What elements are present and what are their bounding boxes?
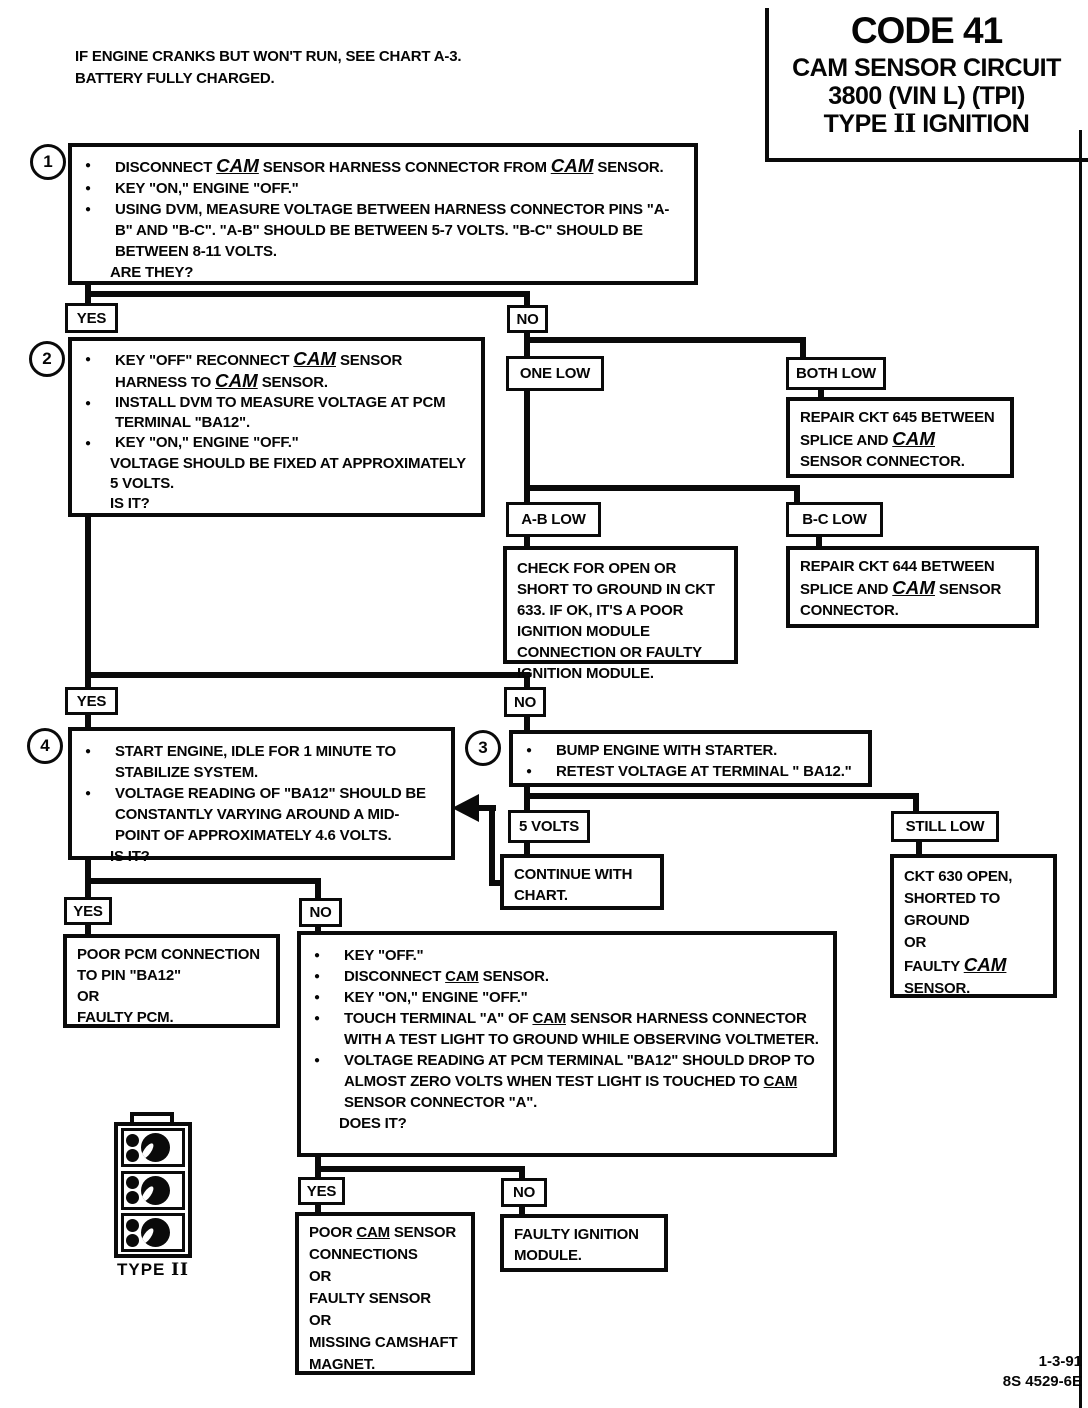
title-bottom-rule xyxy=(765,158,1088,162)
title-engine: 3800 (VIN L) (TPI) xyxy=(828,82,1025,110)
step-circle-1: 1 xyxy=(30,144,66,180)
title-circuit: CAM SENSOR CIRCUIT xyxy=(792,54,1061,82)
title-code: CODE 41 xyxy=(850,10,1003,51)
check-ckt633-box: CHECK FOR OPEN OR SHORT TO GROUND IN CKT 633. IF OK, IT'S A POOR IGNITION MODULE CONNECTION OR FAULTY IGNITION MODULE. xyxy=(503,546,738,664)
step-circle-4: 4 xyxy=(27,728,63,764)
connector-cell xyxy=(121,1128,185,1167)
line-step4-branch xyxy=(85,878,321,884)
yes3-tag: YES xyxy=(64,897,112,925)
line-loop-vertical xyxy=(489,805,495,886)
chart-note-line1: IF ENGINE CRANKS BUT WON'T RUN, SEE CHART A-3. xyxy=(75,48,462,65)
no4-tag: NO xyxy=(501,1178,547,1207)
bc-low-tag: B-C LOW xyxy=(786,502,883,537)
test-light-step-box: ● KEY "OFF." ● DISCONNECT CAM SENSOR. ● KEY "ON," ENGINE "OFF." ● TOUCH TERMINAL "A" OF CAM SENSOR HARNESS CONNECTOR WITH A TEST LIGHT TO GROUND WHILE OBSERVING VOLTMETER. ● VOLTAGE READING AT PCM TERMINAL "BA12" SHOULD DROP TO ALMOST ZERO VOLTS WHEN TEST LIGHT IS TOUCHED TO CAM SENSOR CONNECTOR "A". DOES IT? xyxy=(297,931,837,1157)
poor-cam-box: POOR CAM SENSOR CONNECTIONS OR FAULTY SENSOR OR MISSING CAMSHAFT MAGNET. xyxy=(295,1212,475,1375)
continue-chart-box: CONTINUE WITH CHART. xyxy=(500,854,664,910)
footer-date: 1-3-91 xyxy=(1038,1353,1082,1370)
ckt630-box: CKT 630 OPEN, SHORTED TO GROUND OR FAULTY CAM SENSOR. xyxy=(890,854,1057,998)
no2-tag: NO xyxy=(504,687,546,717)
ab-low-tag: A-B LOW xyxy=(506,502,601,537)
line-bothlow-stub xyxy=(800,337,806,359)
no1-tag: NO xyxy=(507,305,548,333)
line-no3-stub xyxy=(315,878,321,900)
line-onelow-split xyxy=(524,485,800,491)
line-step2-branch xyxy=(85,672,530,678)
chart-title xyxy=(765,8,1088,138)
five-volts-tag: 5 VOLTS xyxy=(508,810,590,843)
step-circle-2: 2 xyxy=(29,341,65,377)
footer-document-code: 8S 4529-6E xyxy=(1002,1373,1082,1390)
connector-large-pin xyxy=(141,1176,170,1205)
connector-small-pins xyxy=(126,1219,139,1247)
line-step3-branch xyxy=(524,793,919,799)
line-step5-branch xyxy=(315,1166,525,1172)
line-no1-down xyxy=(524,331,530,359)
line-no1-split xyxy=(524,337,806,343)
still-low-tag: STILL LOW xyxy=(891,811,999,842)
yes2-tag: YES xyxy=(65,687,118,715)
connector-small-pins xyxy=(126,1176,139,1204)
chart-footer xyxy=(930,1352,1082,1392)
line-step1-branch xyxy=(85,291,530,297)
loop-arrow-icon xyxy=(452,794,479,822)
connector-large-pin xyxy=(141,1218,170,1247)
both-low-tag: BOTH LOW xyxy=(786,357,886,390)
poor-pcm-box: POOR PCM CONNECTION TO PIN "BA12" OR FAULTY PCM. xyxy=(63,934,280,1028)
step4-box: ● START ENGINE, IDLE FOR 1 MINUTE TO STABILIZE SYSTEM. ● VOLTAGE READING OF "BA12" SHOULD BE CONSTANTLY VARYING AROUND A MID-POINT OF APPROXIMATELY 4.6 VOLTS. IS IT? xyxy=(68,727,455,860)
step3-box: ● BUMP ENGINE WITH STARTER. ● RETEST VOLTAGE AT TERMINAL " BA12." xyxy=(509,730,872,787)
connector-cell xyxy=(121,1213,185,1252)
connector-type-label: TYPE II xyxy=(116,1260,190,1280)
page-right-border xyxy=(1079,130,1082,1408)
chart-note-line2: BATTERY FULLY CHARGED. xyxy=(75,70,275,87)
repair-ckt645-box: REPAIR CKT 645 BETWEEN SPLICE AND CAM SENSOR CONNECTOR. xyxy=(786,397,1014,478)
one-low-tag: ONE LOW xyxy=(506,356,604,391)
connector-cell xyxy=(121,1171,185,1210)
line-step2-down xyxy=(85,515,91,691)
step2-box: ● KEY "OFF" RECONNECT CAM SENSOR HARNESS TO CAM SENSOR. ● INSTALL DVM TO MEASURE VOLTAGE AT PCM TERMINAL "BA12". ● KEY "ON," ENGINE "OFF." VOLTAGE SHOULD BE FIXED AT APPROXIMATELY 5 VOLTS. IS IT? xyxy=(68,337,485,517)
step-circle-3: 3 xyxy=(465,730,501,766)
no3-tag: NO xyxy=(299,898,342,927)
chart-note xyxy=(75,46,461,90)
title-ignition: TYPE II IGNITION xyxy=(823,109,1030,138)
cam-sensor-connector-type-ii-icon xyxy=(114,1122,192,1258)
step1-box: ● DISCONNECT CAM SENSOR HARNESS CONNECTOR FROM CAM SENSOR. ● KEY "ON," ENGINE "OFF." ● USING DVM, MEASURE VOLTAGE BETWEEN HARNESS CONNECTOR PINS "A-B" AND "B-C". "A-B" SHOULD BE BETWEEN 5-7 VOLTS. "B-C" SHOULD BE BETWEEN 8-11 VOLTS. ARE THEY? xyxy=(68,143,698,285)
connector-small-pins xyxy=(126,1134,139,1162)
faulty-ignition-box: FAULTY IGNITION MODULE. xyxy=(500,1214,668,1272)
yes1-tag: YES xyxy=(65,303,118,333)
connector-large-pin xyxy=(141,1133,170,1162)
yes4-tag: YES xyxy=(298,1177,345,1205)
repair-ckt644-box: REPAIR CKT 644 BETWEEN SPLICE AND CAM SENSOR CONNECTOR. xyxy=(786,546,1039,628)
